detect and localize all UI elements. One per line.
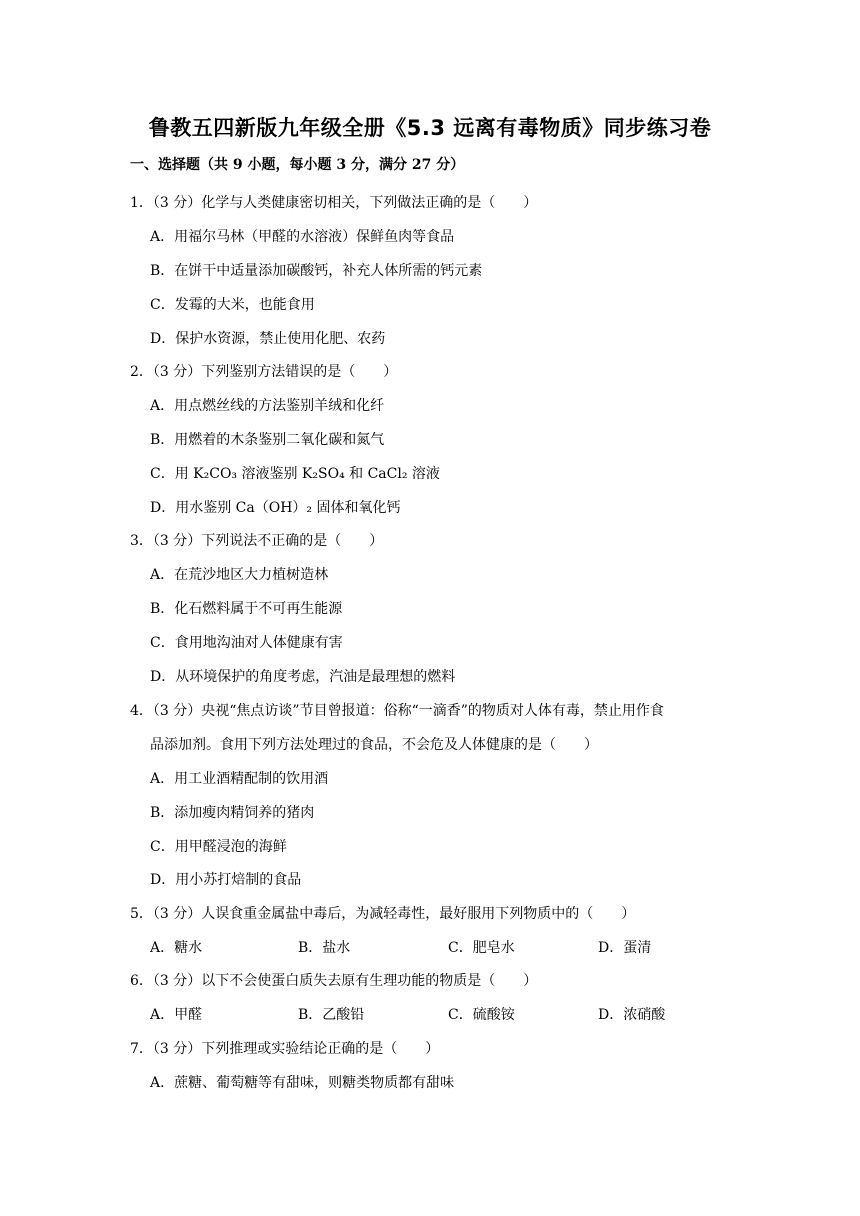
question-5-option-b: B．盐水 (298, 940, 351, 956)
question-5-option-a: A．糖水 (150, 940, 203, 956)
question-1-stem: 1．（3 分）化学与人类健康密切相关，下列做法正确的是（ ） (130, 195, 538, 211)
question-4-option-a: A．用工业酒精配制的饮用酒 (150, 771, 329, 787)
question-6-options (150, 1004, 750, 1026)
question-3-option-a: A．在荒沙地区大力植树造林 (150, 567, 329, 583)
question-5-options (150, 937, 750, 959)
question-1-option-c: C．发霉的大米，也能食用 (150, 297, 315, 313)
question-3-option-d: D．从环境保护的角度考虑，汽油是最理想的燃料 (150, 669, 456, 685)
section-heading: 一、选择题（共 9 小题，每小题 3 分，满分 27 分） (130, 157, 465, 173)
question-4-option-d: D．用小苏打焙制的食品 (150, 872, 302, 888)
question-2-option-c: C．用 K₂CO₃ 溶液鉴别 K₂SO₄ 和 CaCl₂ 溶液 (150, 466, 440, 482)
question-3-stem: 3．（3 分）下列说法不正确的是（ ） (130, 533, 384, 549)
question-7-option-a: A．蔗糖、葡萄糖等有甜味，则糖类物质都有甜味 (150, 1075, 455, 1091)
question-5-stem: 5．（3 分）人误食重金属盐中毒后，为减轻毒性，最好服用下列物质中的（ ） (130, 906, 636, 922)
question-7-stem: 7．（3 分）下列推理或实验结论正确的是（ ） (130, 1041, 440, 1057)
question-3-option-b: B．化石燃料属于不可再生能源 (150, 601, 343, 617)
question-2-option-b: B．用燃着的木条鉴别二氧化碳和氮气 (150, 432, 385, 448)
question-6-option-d: D．浓硝酸 (598, 1007, 666, 1023)
question-6-option-a: A．甲醛 (150, 1007, 203, 1023)
question-2-stem: 2．（3 分）下列鉴别方法错误的是（ ） (130, 364, 398, 380)
question-6-option-b: B．乙酸铅 (298, 1007, 365, 1023)
question-3-option-c: C．食用地沟油对人体健康有害 (150, 635, 343, 651)
question-1-option-b: B．在饼干中适量添加碳酸钙，补充人体所需的钙元素 (150, 263, 483, 279)
document-title: 鲁教五四新版九年级全册《5.3 远离有毒物质》同步练习卷 (148, 116, 712, 140)
question-5-option-c: C．肥皂水 (448, 940, 515, 956)
question-5-option-d: D．蛋清 (598, 940, 652, 956)
question-2-option-d: D．用水鉴别 Ca（OH）₂ 固体和氧化钙 (150, 500, 401, 516)
question-1-option-a: A．用福尔马林（甲醛的水溶液）保鲜鱼肉等食品 (150, 229, 455, 245)
question-6-stem: 6．（3 分）以下不会使蛋白质失去原有生理功能的物质是（ ） (130, 973, 538, 989)
question-4-stem-continued: 品添加剂。食用下列方法处理过的食品，不会危及人体健康的是（ ） (150, 737, 598, 753)
question-2-option-a: A．用点燃丝线的方法鉴别羊绒和化纤 (150, 398, 385, 414)
question-1-option-d: D．保护水资源，禁止使用化肥、农药 (150, 331, 386, 347)
question-6-option-c: C．硫酸铵 (448, 1007, 515, 1023)
question-4-option-c: C．用甲醛浸泡的海鲜 (150, 839, 287, 855)
question-4-stem: 4．（3 分）央视“焦点访谈”节目曾报道：俗称“一滴香”的物质对人体有毒，禁止用作食 (130, 703, 664, 719)
question-4-option-b: B．添加瘦肉精饲养的猪肉 (150, 805, 315, 821)
